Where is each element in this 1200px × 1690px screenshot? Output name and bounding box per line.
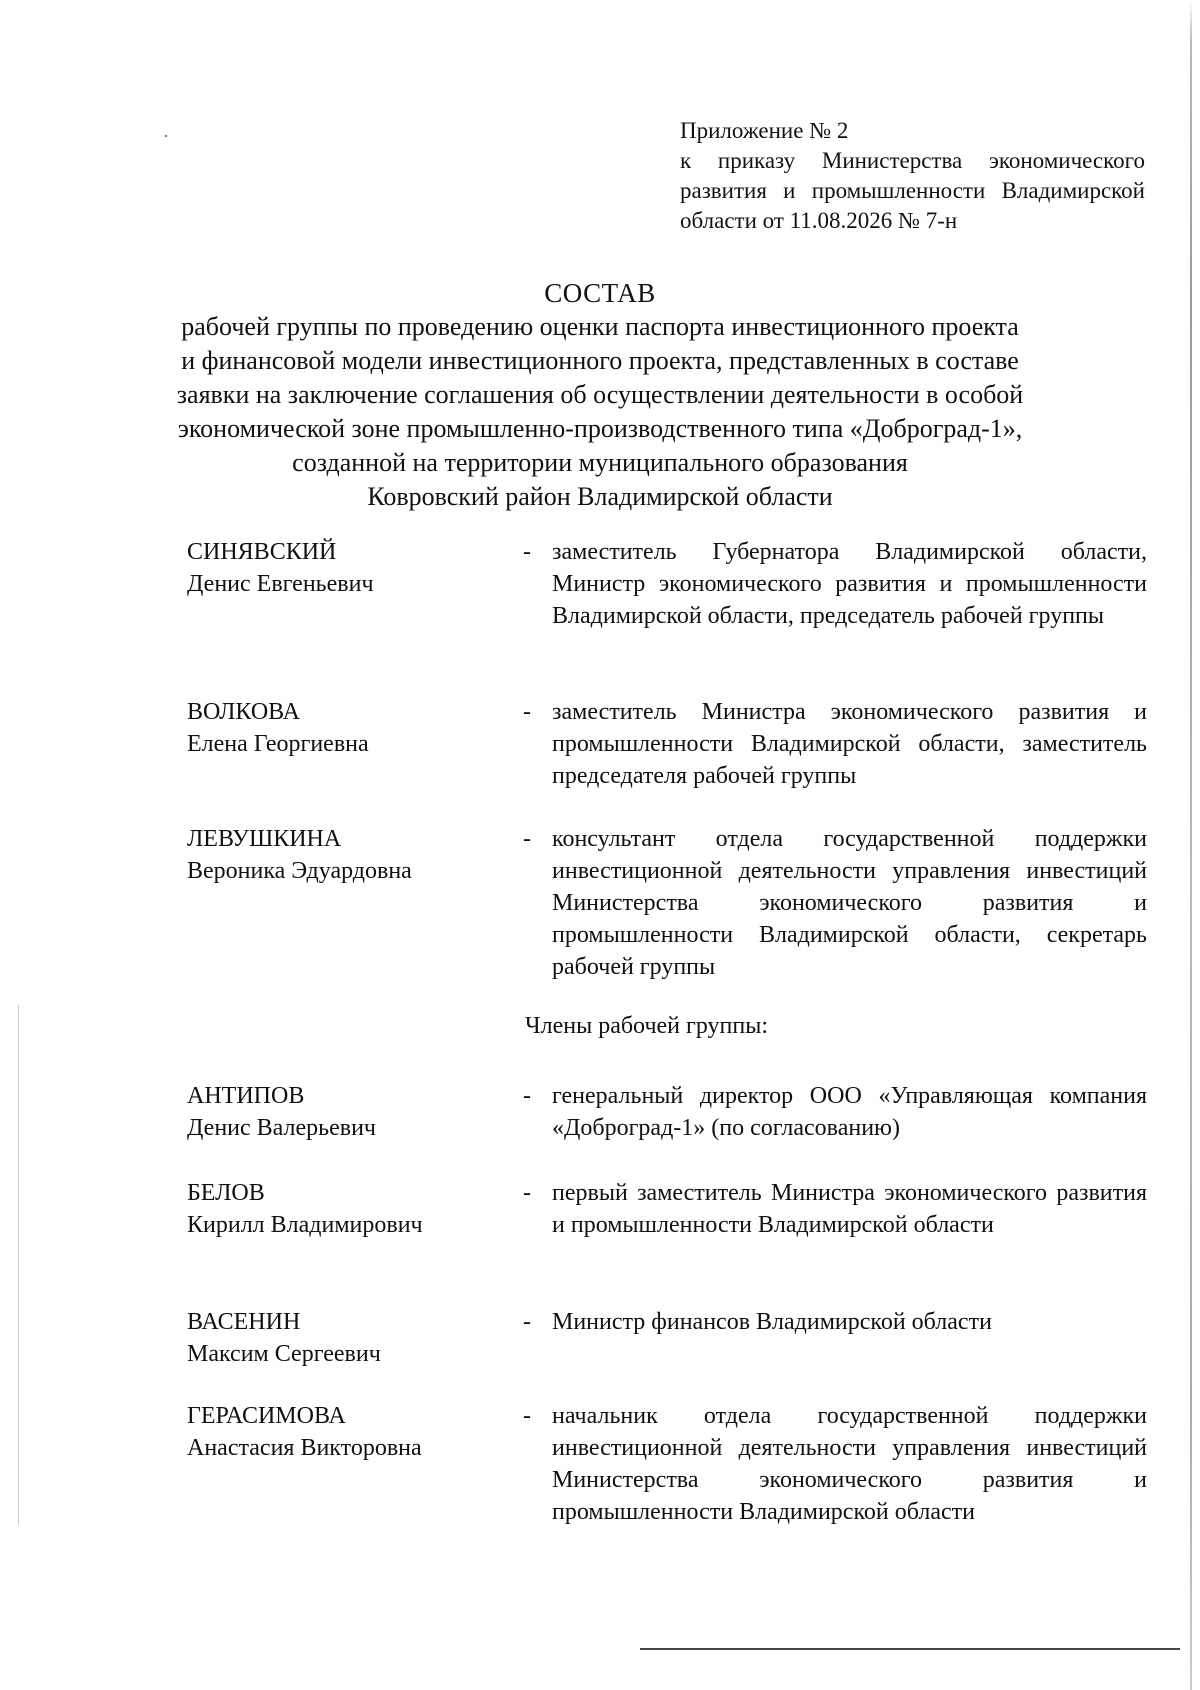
appendix-number: Приложение № 2 <box>680 118 849 143</box>
member-given-name: Елена Георгиевна <box>187 731 369 757</box>
member-surname: ЛЕВУШКИНА <box>187 826 342 852</box>
member-name <box>187 1177 517 1241</box>
member-dash: - <box>523 539 531 565</box>
member-given-name: Денис Евгеньевич <box>187 571 374 597</box>
member-given-name: Денис Валерьевич <box>187 1115 376 1141</box>
member-surname: ВОЛКОВА <box>187 699 300 725</box>
member-role: генеральный директор ООО «Управляющая компания «Доброград-1» (по согласованию) <box>552 1083 1147 1141</box>
member-name <box>187 1306 517 1370</box>
member-dash: - <box>523 1180 531 1206</box>
member-name <box>187 823 517 887</box>
scan-edge-right <box>1190 0 1192 1690</box>
member-role: первый заместитель Министра экономического развития и промышленности Владимирской области <box>552 1180 1147 1238</box>
scan-edge-bottom <box>640 1648 1180 1650</box>
subtitle-line: экономической зоне промышленно-производственного типа «Доброград-1», <box>177 414 1023 443</box>
document-title: СОСТАВ <box>544 278 656 308</box>
member-role: начальник отдела государственной поддержки инвестиционной деятельности управления инвестиций Министерства экономического развития и промышленности Владимирской области <box>552 1403 1147 1525</box>
member-surname: ГЕРАСИМОВА <box>187 1403 346 1429</box>
appendix-note <box>680 116 1145 236</box>
member-role: консультант отдела государственной поддержки инвестиционной деятельности управления инвестиций Министерства экономического развития и промышленности Владимирской области, секретарь рабочей группы <box>552 826 1147 980</box>
subtitle-line: Ковровский район Владимирской области <box>367 482 833 511</box>
member-given-name: Кирилл Владимирович <box>187 1212 423 1238</box>
member-role: заместитель Министра экономического развития и промышленности Владимирской области, заместитель председателя рабочей группы <box>552 699 1147 789</box>
document-heading <box>150 276 1050 514</box>
members-heading: Члены рабочей группы: <box>525 1013 769 1039</box>
member-dash: - <box>523 1403 531 1429</box>
member-role: Министр финансов Владимирской области <box>552 1309 992 1335</box>
member-name <box>187 1080 517 1144</box>
appendix-order-reference: к приказу Министерства экономического развития и промышленности Владимирской области от 11.08.2026 № 7-н <box>680 148 1145 233</box>
member-dash: - <box>523 1309 531 1335</box>
subtitle-line: созданной на территории муниципального образования <box>292 448 908 477</box>
member-role: заместитель Губернатора Владимирской области, Министр экономического развития и промышленности Владимирской области, председатель рабочей группы <box>552 539 1147 629</box>
scan-speck <box>165 135 167 137</box>
member-given-name: Анастасия Викторовна <box>187 1435 422 1461</box>
member-surname: АНТИПОВ <box>187 1083 305 1109</box>
member-given-name: Вероника Эдуардовна <box>187 858 412 884</box>
member-name <box>187 536 517 600</box>
subtitle-line: заявки на заключение соглашения об осуществлении деятельности в особой <box>176 380 1024 409</box>
member-surname: БЕЛОВ <box>187 1180 265 1206</box>
member-name <box>187 696 517 760</box>
member-surname: СИНЯВСКИЙ <box>187 539 337 565</box>
subtitle-line: и финансовой модели инвестиционного проекта, представленных в составе <box>181 346 1019 375</box>
member-dash: - <box>523 699 531 725</box>
member-name <box>187 1400 517 1464</box>
member-dash: - <box>523 1083 531 1109</box>
member-surname: ВАСЕНИН <box>187 1309 301 1335</box>
scan-edge-left <box>18 1005 19 1525</box>
subtitle-line: рабочей группы по проведению оценки паспорта инвестиционного проекта <box>181 312 1019 341</box>
member-dash: - <box>523 826 531 852</box>
member-given-name: Максим Сергеевич <box>187 1341 381 1367</box>
